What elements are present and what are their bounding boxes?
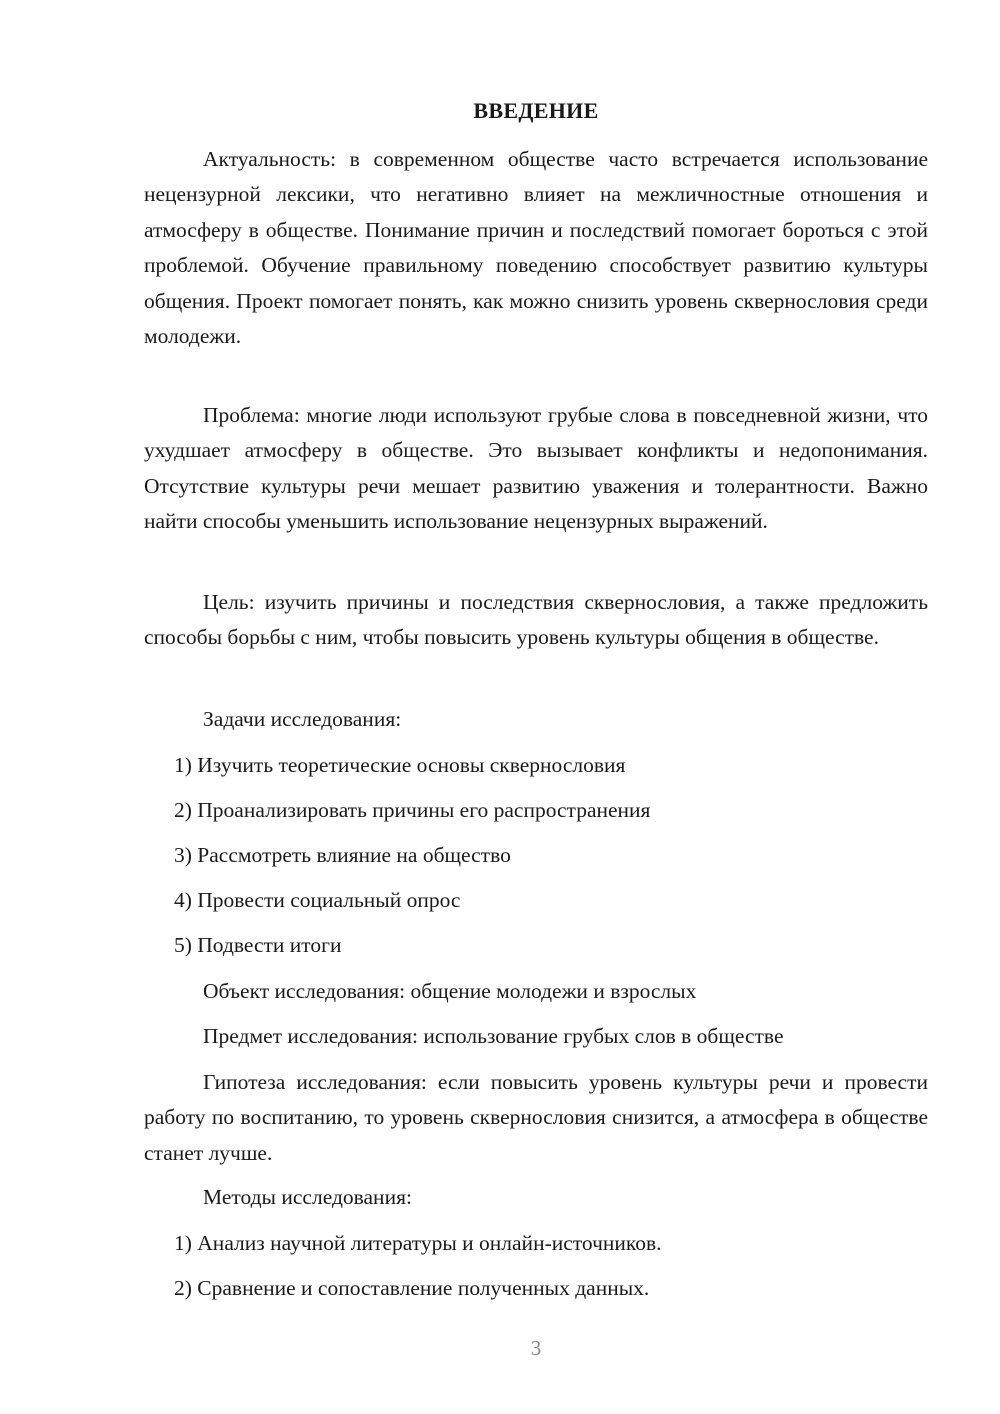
task-item: 3) Рассмотреть влияние на общество <box>174 843 511 867</box>
task-item: 2) Проанализировать причины его распространения <box>174 798 651 822</box>
problem-paragraph: Проблема: многие люди используют грубые слова в повседневной жизни, что ухудшает атмосферу в обществе. Это вызывает конфликты и недопонимания. Отсутствие культуры речи мешает развитию уважения и толерантности. Важно найти способы уменьшить использование нецензурных выражений. <box>144 403 928 534</box>
methods-heading: Методы исследования: <box>203 1185 412 1209</box>
page-number: 3 <box>530 1336 542 1360</box>
tasks-heading: Задачи исследования: <box>203 707 402 731</box>
goal-paragraph: Цель: изучить причины и последствия сквернословия, а также предложить способы борьбы с ним, чтобы повысить уровень культуры общения в обществе. <box>144 590 928 650</box>
method-item: 1) Анализ научной литературы и онлайн-источников. <box>174 1231 662 1255</box>
task-item: 4) Провести социальный опрос <box>174 888 461 912</box>
page-title: ВВЕДЕНИЕ <box>473 98 599 123</box>
research-object: Объект исследования: общение молодежи и взрослых <box>203 979 697 1003</box>
method-item: 2) Сравнение и сопоставление полученных данных. <box>174 1276 650 1300</box>
relevance-paragraph: Актуальность: в современном обществе часто встречается использование нецензурной лексики, что негативно влияет на межличностные отношения и атмосферу в обществе. Понимание причин и последствий помогает бороться с этой проблемой. Обучение правильному поведению способствует развитию культуры общения. Проект помогает понять, как можно снизить уровень сквернословия среди молодежи. <box>144 147 928 349</box>
task-item: 5) Подвести итоги <box>174 933 342 957</box>
task-item: 1) Изучить теоретические основы сквернословия <box>174 753 626 777</box>
research-subject: Предмет исследования: использование грубых слов в обществе <box>203 1024 784 1048</box>
hypothesis-paragraph: Гипотеза исследования: если повысить уровень культуры речи и провести работу по воспитанию, то уровень сквернословия снизится, а атмосфера в обществе станет лучше. <box>144 1070 928 1165</box>
